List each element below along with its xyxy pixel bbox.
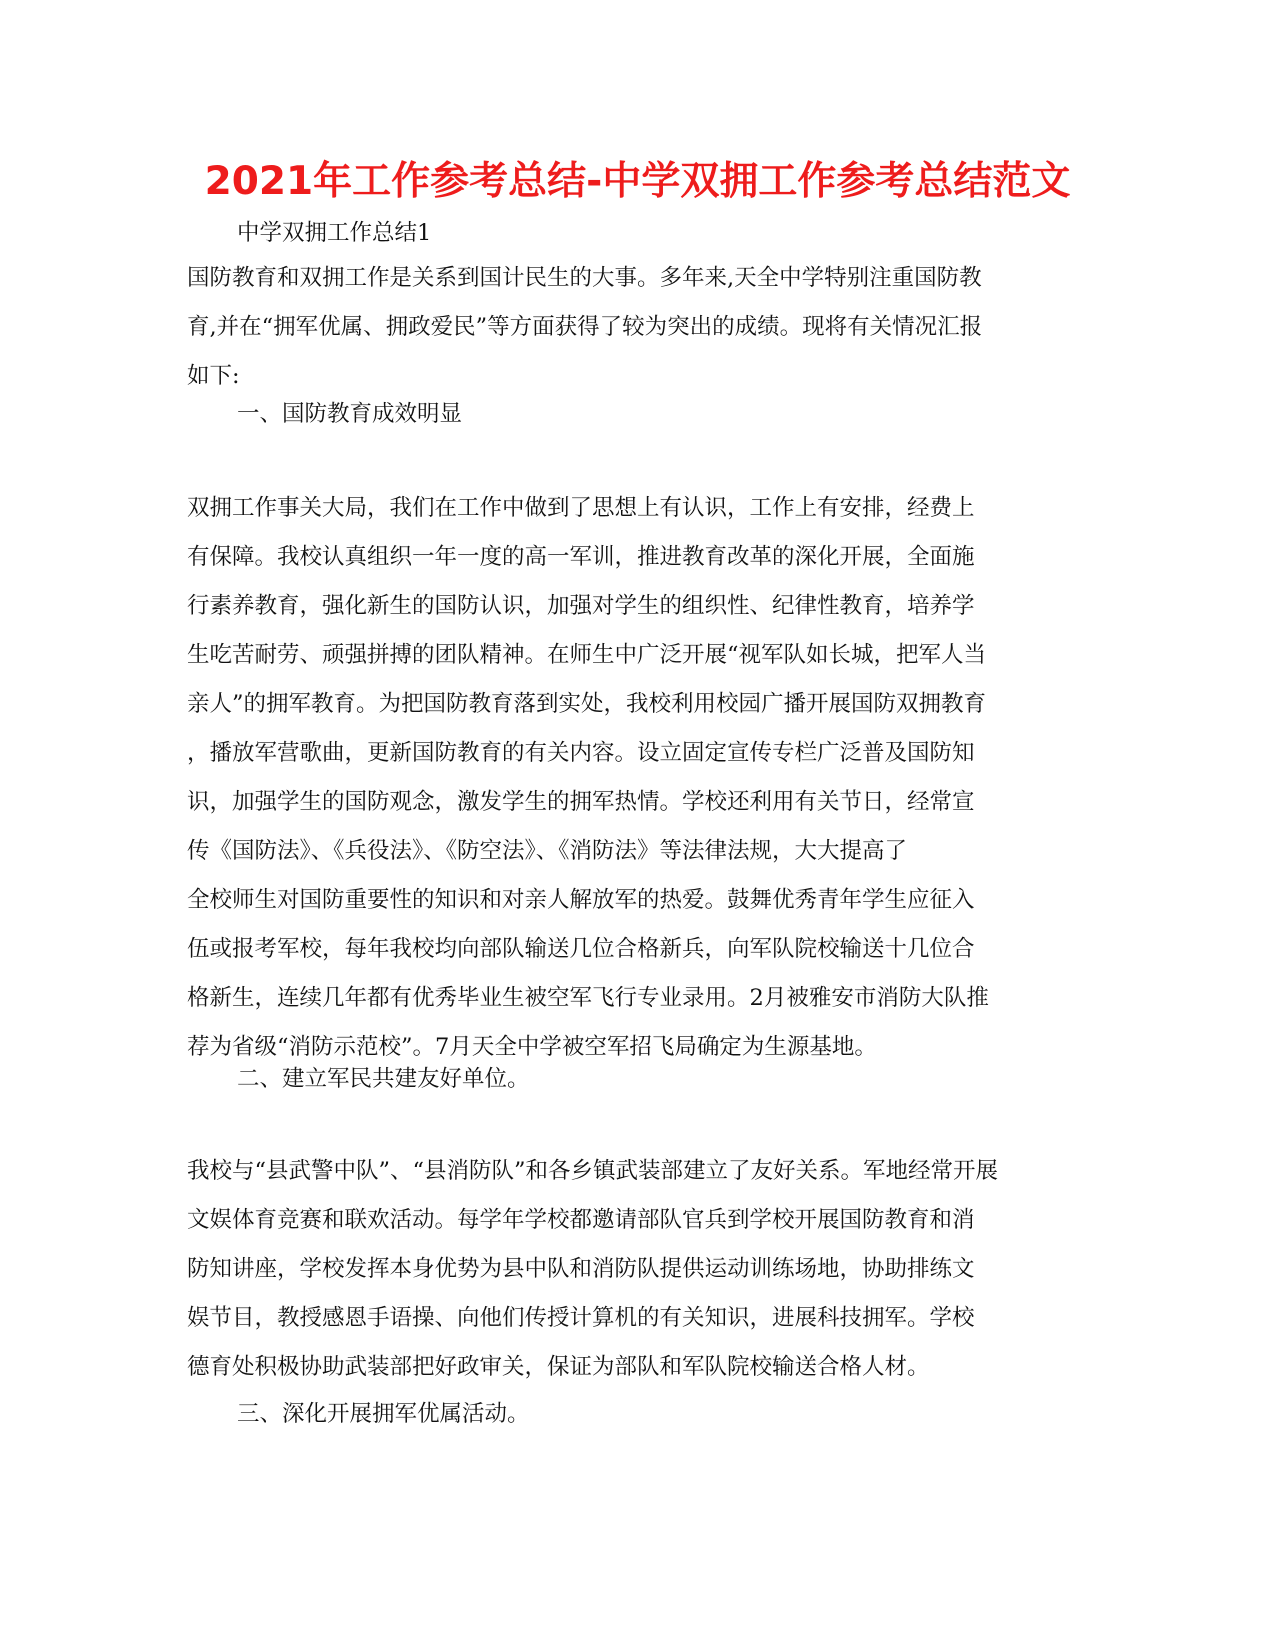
paragraph-line: 双拥工作事关大局，我们在工作中做到了思想上有认识，工作上有安排，经费上: [187, 495, 975, 521]
paragraph-line: 防知讲座，学校发挥本身优势为县中队和消防队提供运动训练场地，协助排练文: [187, 1256, 975, 1282]
paragraph-line: 伍或报考军校，每年我校均向部队输送几位合格新兵，向军队院校输送十几位合: [187, 936, 975, 962]
paragraph-line: 识，加强学生的国防观念，激发学生的拥军热情。学校还利用有关节日，经常宣: [187, 789, 975, 815]
section-heading-1: 一、国防教育成效明显: [237, 401, 463, 427]
section-1-paragraph: [187, 484, 1077, 1072]
paragraph-line: 格新生，连续几年都有优秀毕业生被空军飞行专业录用。2月被雅安市消防大队推: [187, 985, 989, 1011]
paragraph-line: 传《国防法》、《兵役法》、《防空法》、《消防法》等法律法规，大大提高了: [187, 838, 908, 864]
section-heading-3: 三、深化开展拥军优属活动。: [237, 1401, 530, 1427]
paragraph-line: ，播放军营歌曲，更新国防教育的有关内容。设立固定宣传专栏广泛普及国防知: [187, 740, 975, 766]
paragraph-line: 文娱体育竞赛和联欢活动。每学年学校都邀请部队官兵到学校开展国防教育和消: [187, 1207, 975, 1233]
intro-paragraph: [187, 254, 1077, 401]
paragraph-line: 娱节目，教授感恩手语操、向他们传授计算机的有关知识，进展科技拥军。学校: [187, 1305, 975, 1331]
paragraph-line: 荐为省级“消防示范校”。7月天全中学被空军招飞局确定为生源基地。: [187, 1034, 877, 1060]
section-2-paragraph: [187, 1147, 1077, 1392]
paragraph-line: 育,并在“拥军优属、拥政爱民”等方面获得了较为突出的成绩。现将有关情况汇报: [187, 314, 983, 340]
paragraph-line: 行素养教育，强化新生的国防认识，加强对学生的组织性、纪律性教育，培养学: [187, 593, 975, 619]
paragraph-line: 亲人”的拥军教育。为把国防教育落到实处，我校利用校园广播开展国防双拥教育: [187, 691, 987, 717]
paragraph-line: 德育处积极协助武装部把好政审关，保证为部队和军队院校输送合格人材。: [187, 1354, 930, 1380]
paragraph-line: 如下:: [187, 363, 240, 389]
paragraph-line: 有保障。我校认真组织一年一度的高一军训，推进教育改革的深化开展，全面施: [187, 544, 975, 570]
paragraph-line: 全校师生对国防重要性的知识和对亲人解放军的热爱。鼓舞优秀青年学生应征入: [187, 887, 975, 913]
paragraph-line: 生吃苦耐劳、顽强拼搏的团队精神。在师生中广泛开展“视军队如长城，把军人当: [187, 642, 987, 668]
subtitle: 中学双拥工作总结1: [237, 220, 432, 246]
paragraph-line: 国防教育和双拥工作是关系到国计民生的大事。多年来,天全中学特别注重国防教: [187, 265, 982, 291]
document-title: 2021年工作参考总结-中学双拥工作参考总结范文: [204, 159, 1071, 204]
paragraph-line: 我校与“县武警中队”、“县消防队”和各乡镇武装部建立了友好关系。军地经常开展: [187, 1158, 999, 1184]
section-heading-2: 二、建立军民共建友好单位。: [237, 1066, 530, 1092]
